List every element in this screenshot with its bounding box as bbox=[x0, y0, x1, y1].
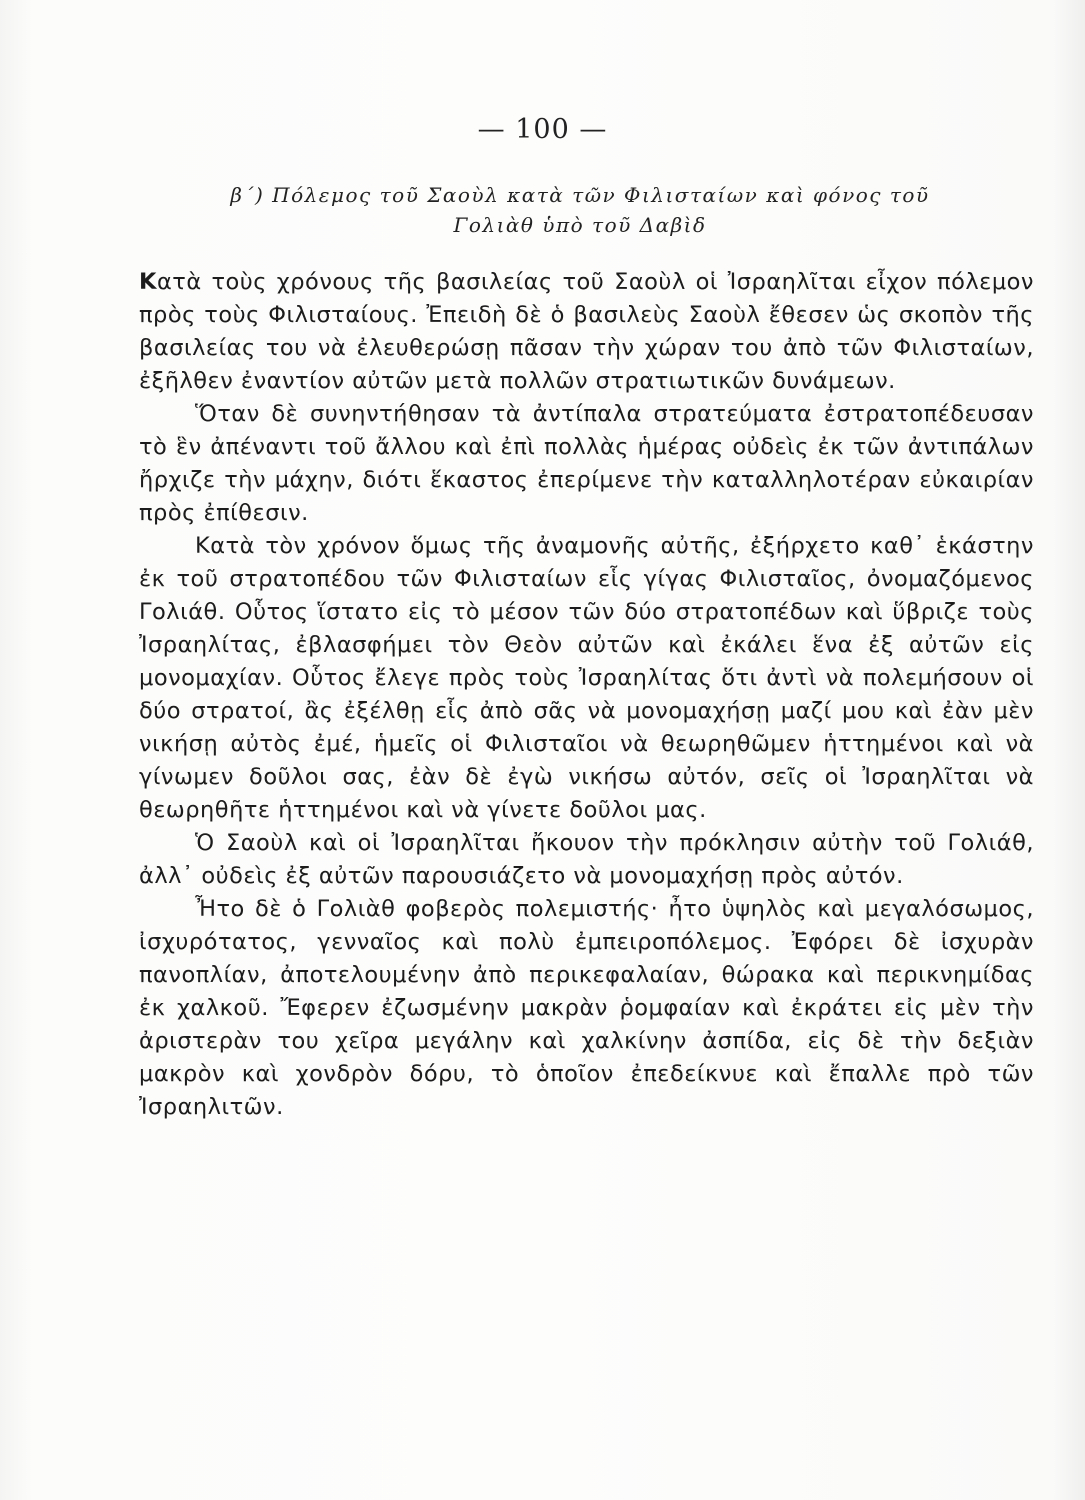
paragraph-2: Ὅταν δὲ συνηντήθησαν τὰ ἀντίπαλα στρατεύματα ἐστρατοπέδευσαν τὸ ἓν ἀπέναντι τοῦ ἄλλου καὶ ἐπὶ πολλὰς ἡμέρας οὐδεὶς ἐκ τῶν ἀντιπάλων ἤρχιζε τὴν μάχην, διότι ἕκαστος ἐπερίμενε τὴν καταλληλοτέραν εὐκαιρίαν πρὸς ἐπίθεσιν. bbox=[139, 401, 1034, 526]
paragraph-1 bbox=[139, 266, 1034, 398]
page-number: — 100 — bbox=[477, 114, 608, 145]
paragraph-1-text: ατὰ τοὺς χρόνους τῆς βασιλείας τοῦ Σαοὺλ οἱ Ἰσραηλῖται εἶχον πόλεμον πρὸς τοὺς Φιλισταίους. Ἐπειδὴ δὲ ὁ βασιλεὺς Σαοὺλ ἔθεσεν ὡς σκοπὸν τῆς βασιλείας του νὰ ἐλευθερώσῃ πᾶσαν τὴν χώραν του ἀπὸ τῶν Φιλισταίων, ἐξῆλθεν ἐναντίον αὐτῶν μετὰ πολλῶν στρατιωτικῶν δυνάμεων. bbox=[139, 269, 1034, 394]
paragraph-5: Ἦτο δὲ ὁ Γολιὰθ φοβερὸς πολεμιστής· ἦτο ὑψηλὸς καὶ μεγαλόσωμος, ἰσχυρότατος, γενναῖος καὶ πολὺ ἐμπειροπόλεμος. Ἐφόρει δὲ ἰσχυρὰν πανοπλίαν, ἀποτελουμένην ἀπὸ περικεφαλαίαν, θώρακα καὶ περικνημίδας ἐκ χαλκοῦ. Ἔφερεν ἐζωσμένην μακρὰν ῥομφαίαν καὶ ἐκράτει εἰς μὲν τὴν ἀριστερὰν του χεῖρα μεγάλην καὶ χαλκίνην ἀσπίδα, εἰς δὲ τὴν δεξιὰν μακρὸν καὶ χονδρὸν δόρυ, τὸ ὁποῖον ἐπεδείκνυε καὶ ἔπαλλε πρὸ τῶν Ἰσραηλιτῶν. bbox=[139, 896, 1034, 1120]
section-title bbox=[140, 180, 1020, 240]
body-text bbox=[139, 266, 1034, 1124]
paragraph-4: Ὁ Σαοὺλ καὶ οἱ Ἰσραηλῖται ἤκουον τὴν πρόκλησιν αὐτὴν τοῦ Γολιάθ, ἀλλ᾽ οὐδεὶς ἐξ αὐτῶν παρουσιάζετο νὰ μονομαχήσῃ πρὸς αὐτόν. bbox=[139, 830, 1034, 889]
section-title-line-1: β΄) Πόλεμος τοῦ Σαοὺλ κατὰ τῶν Φιλισταίων καὶ φόνος τοῦ bbox=[230, 183, 930, 207]
paragraph-3: Κατὰ τὸν χρόνον ὅμως τῆς ἀναμονῆς αὐτῆς, ἐξήρχετο καθ᾽ ἑκάστην ἐκ τοῦ στρατοπέδου τῶν Φιλισταίων εἷς γίγας Φιλισταῖος, ὀνομαζόμενος Γολιάθ. Οὗτος ἵστατο εἰς τὸ μέσον τῶν δύο στρατοπέδων καὶ ὕβριζε τοὺς Ἰσραηλίτας, ἐβλασφήμει τὸν Θεὸν αὐτῶν καὶ ἐκάλει ἕνα ἐξ αὐτῶν εἰς μονομαχίαν. Οὗτος ἔλεγε πρὸς τοὺς Ἰσραηλίτας ὅτι ἀντὶ νὰ πολεμήσουν οἱ δύο στρατοί, ἂς ἐξέλθῃ εἷς ἀπὸ σᾶς νὰ μονομαχήσῃ μαζί μου καὶ ἐὰν μὲν νικήσῃ αὐτὸς ἐμέ, ἡμεῖς οἱ Φιλισταῖοι νὰ θεωρηθῶμεν ἡττημένοι καὶ νὰ γίνωμεν δοῦλοι σας, ἐὰν δὲ ἐγὼ νικήσω αὐτόν, σεῖς οἱ Ἰσραηλῖται νὰ θεωρηθῆτε ἡττημένοι καὶ νὰ γίνετε δοῦλοι μας. bbox=[139, 533, 1034, 823]
drop-letter: Κ bbox=[139, 269, 157, 295]
section-title-line-2: Γολιὰθ ὑπὸ τοῦ Δαβὶδ bbox=[453, 213, 707, 237]
